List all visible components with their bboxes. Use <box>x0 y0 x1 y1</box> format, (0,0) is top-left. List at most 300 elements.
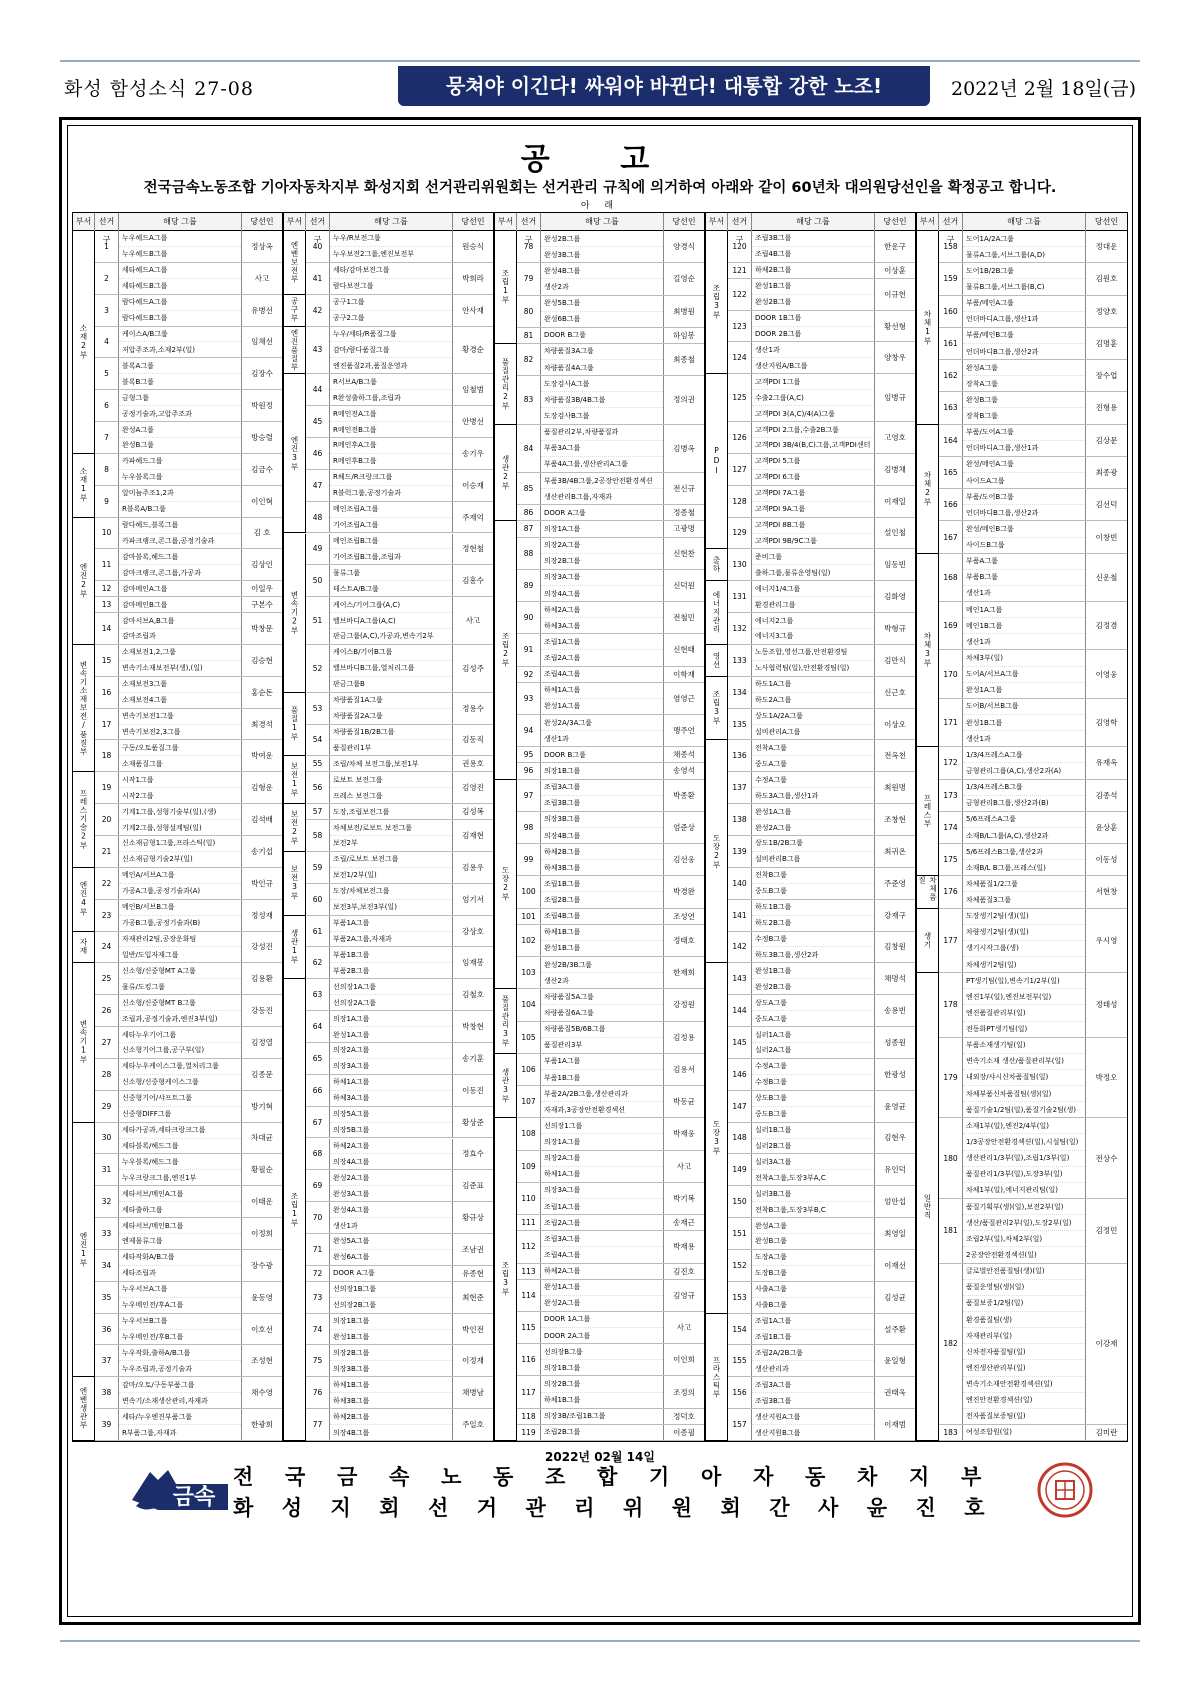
table-row <box>284 438 493 470</box>
table-row <box>495 683 704 715</box>
group-name: 람다보전그룹 <box>333 282 374 291</box>
winner-name: 채수영 <box>251 1388 273 1398</box>
group-list <box>752 1027 875 1058</box>
group-name: 조립1A그룹 <box>541 634 663 650</box>
group-name: 메인1A그룹 <box>963 602 1085 618</box>
winner-name: 김만식 <box>884 655 906 665</box>
group-list <box>330 327 453 374</box>
winner-name: 신근호 <box>884 687 906 697</box>
group-name: 소재보전1,2,그룹 <box>119 645 241 661</box>
group-name: DOOR 2A그룹 <box>544 1331 591 1340</box>
table-row <box>284 534 493 566</box>
notice-below-label: 아 래 <box>580 201 620 211</box>
group-list <box>330 1170 453 1201</box>
table-row <box>706 1059 915 1091</box>
group-name: 신소형/신중형MT B그룹 <box>119 995 241 1011</box>
group-list <box>752 518 875 549</box>
table-row <box>495 263 704 295</box>
winner-name: 사고 <box>676 1323 692 1333</box>
district-number: 132 <box>728 613 752 644</box>
group-list <box>963 1038 1086 1118</box>
group-name: 차량품질3A그룹 <box>541 344 663 360</box>
winner-name: 임병규 <box>884 393 906 403</box>
group-list <box>541 602 664 633</box>
group-name: 노사협력팀(일),안전환경팀(일) <box>755 664 850 673</box>
winner-name: 최경석 <box>251 719 273 729</box>
column-header: 해당 그룹 <box>752 213 875 231</box>
district-number: 64 <box>306 1011 330 1042</box>
group-name: 선의장2B그룹 <box>333 1301 377 1310</box>
district-number: 146 <box>728 1059 752 1090</box>
group-name: 고객PDI 1그룹 <box>752 374 874 390</box>
winner-name: 이정재 <box>462 1356 484 1366</box>
group-name: 1/3공장안전환경섹션(일),시설팀(일) <box>963 1134 1085 1150</box>
district-number: 115 <box>517 1312 541 1343</box>
table-row <box>495 989 704 1021</box>
district-number: 42 <box>306 295 330 326</box>
district-number: 155 <box>728 1345 752 1376</box>
district-number: 145 <box>728 1027 752 1058</box>
group-name: 부품/메인A그룹 <box>963 296 1085 312</box>
group-name: 세타누우기어그룹 <box>119 1027 241 1043</box>
group-name: 람다헤드B그룹 <box>122 314 168 323</box>
group-name: 고객PDI 6그룹 <box>755 473 801 482</box>
group-name: 차량품질5B/6B그룹 <box>541 1022 663 1038</box>
district-number: 110 <box>517 1183 541 1214</box>
group-name: 람다헤드,블록그룹 <box>119 518 241 534</box>
group-list <box>963 1118 1086 1198</box>
district-number: 116 <box>517 1344 541 1375</box>
group-list <box>119 486 242 517</box>
group-list <box>541 1264 664 1279</box>
group-name: 밸브바디B그룹,열처리그룹 <box>330 661 452 677</box>
group-list <box>752 1059 875 1090</box>
district-number: 180 <box>939 1118 963 1198</box>
notice-date: 2022년 02월 14일 <box>545 1450 655 1464</box>
winner-name: 김영학 <box>1095 718 1118 728</box>
column-header: 당선인 <box>461 217 485 226</box>
district-number: 158 <box>939 231 963 262</box>
district-number: 60 <box>306 884 330 915</box>
group-name: 하도2A그룹 <box>755 696 792 705</box>
district-number: 122 <box>728 279 752 310</box>
district-number: 130 <box>728 549 752 580</box>
group-name: 조립/로보트 보전그룹 <box>330 852 452 868</box>
signature-char: 부 <box>961 1464 982 1489</box>
group-name: 완성A그룹 <box>119 422 241 438</box>
district-number: 133 <box>728 645 752 676</box>
winner-name: 장수광 <box>251 1260 273 1270</box>
group-list <box>330 1282 453 1313</box>
winner-name: 주준영 <box>884 878 906 888</box>
district-number: 98 <box>517 812 541 843</box>
group-name: 완성2B/3B그룹 <box>541 957 663 973</box>
winner-name: 윤일형 <box>884 1356 906 1366</box>
group-list <box>541 1376 664 1407</box>
group-list <box>752 963 875 994</box>
group-name: 에너지3그룹 <box>755 632 794 641</box>
group-list <box>963 1199 1086 1263</box>
group-name: 완성/메인A그룹 <box>963 457 1085 473</box>
district-number: 19 <box>95 772 119 803</box>
group-name: 선의장1B그룹 <box>330 1282 452 1298</box>
winner-name: 박인전 <box>462 1324 484 1334</box>
group-list <box>330 804 453 819</box>
winner-name: 김정민 <box>1095 1226 1118 1236</box>
group-list <box>541 1086 664 1117</box>
district-number: 177 <box>939 909 963 973</box>
column-header: 해당 그룹 <box>330 213 453 231</box>
group-name: 완성B그룹 <box>963 392 1085 408</box>
group-name: 사출A그룹 <box>752 1282 874 1298</box>
department-cell: 변속기소재보전/품질부 <box>73 645 95 772</box>
group-list <box>541 1054 664 1085</box>
winner-name: 이일우 <box>251 584 273 594</box>
group-name: 감마/람다품질그룹 <box>330 342 452 358</box>
column-header: 당선인 <box>672 217 696 226</box>
group-name: 차량품질2A그룹 <box>333 712 383 721</box>
group-name: 변속기소재안전환경섹션(일) <box>963 1377 1085 1393</box>
table-row <box>706 486 915 518</box>
group-name: 환경관리그룹 <box>755 600 796 609</box>
winner-name: 임재봉 <box>462 958 484 968</box>
group-name: 언더바디B그룹,생산2과 <box>966 347 1039 356</box>
winner-name: 김선덕 <box>1095 500 1118 510</box>
winner-name: 김상인 <box>251 560 273 570</box>
district-number: 83 <box>517 376 541 423</box>
issue-date: 2022년 2월 18일(금) <box>951 78 1136 100</box>
signature-char: 관 <box>525 1495 546 1520</box>
table-row <box>284 916 493 948</box>
group-list <box>119 581 242 596</box>
group-list <box>752 486 875 517</box>
winner-name: 김성주 <box>462 663 484 673</box>
column-header: 부서 <box>495 213 517 231</box>
department-cell: 소재1부 <box>73 454 95 518</box>
winner-name: 채명석 <box>884 974 906 984</box>
group-list <box>330 1202 453 1233</box>
table-row <box>495 747 704 763</box>
group-list <box>752 995 875 1026</box>
district-number: 135 <box>728 709 752 740</box>
district-number: 128 <box>728 486 752 517</box>
district-number: 182 <box>939 1264 963 1424</box>
table-row <box>706 374 915 422</box>
winner-name: 강동진 <box>251 1006 273 1016</box>
group-name: 엔진안전환경섹션(일) <box>963 1393 1085 1409</box>
group-name: 설비관리B그룹 <box>755 855 801 864</box>
table-row <box>73 1218 282 1250</box>
group-name: 생산2과 <box>544 976 569 985</box>
winner-name: 최원명 <box>884 783 906 793</box>
group-list <box>541 1231 664 1262</box>
group-name: 부품/메인B그룹 <box>963 328 1085 344</box>
signature-char: 속 <box>389 1464 410 1489</box>
group-name: 감마서브A,B그룹 <box>119 613 241 629</box>
group-name: 도장,조립보전그룹 <box>333 807 390 816</box>
district-number: 95 <box>517 747 541 762</box>
department-cell: 프레스부 <box>917 747 939 876</box>
table-row <box>706 1091 915 1123</box>
district-number: 125 <box>728 374 752 421</box>
table-row <box>495 425 704 473</box>
group-name: 엔진생산관리부(일) <box>963 1360 1085 1376</box>
district-number: 47 <box>306 470 330 501</box>
group-name: 설비관리A그룹 <box>755 728 801 736</box>
group-name: 누우블록/헤드그룹 <box>119 1154 241 1170</box>
group-name: 의장1A그룹 <box>544 1138 581 1147</box>
group-list <box>119 1409 242 1440</box>
group-name: 완성3A그룹 <box>333 1189 370 1198</box>
group-name: 완성1B그룹 <box>963 715 1085 731</box>
table-row <box>284 1282 493 1314</box>
group-name: DOOR 2B그룹 <box>755 329 802 338</box>
group-name: 품질관리1부 <box>333 743 372 752</box>
group-name: 소재보전3그룹 <box>119 677 241 693</box>
group-list <box>752 740 875 771</box>
group-list <box>541 473 664 504</box>
district-number: 152 <box>728 1250 752 1281</box>
district-number: 171 <box>939 699 963 746</box>
signature-char: 동 <box>805 1464 826 1489</box>
table-row <box>495 715 704 747</box>
table-row <box>73 1123 282 1155</box>
district-number: 26 <box>95 995 119 1026</box>
winner-name: 우시영 <box>1095 935 1118 945</box>
table-row <box>284 327 493 375</box>
district-number: 75 <box>306 1345 330 1376</box>
winner-name: 김종문 <box>251 1069 273 1079</box>
table-row <box>706 868 915 900</box>
signature-char: 전 <box>233 1464 254 1489</box>
district-number: 52 <box>306 645 330 692</box>
group-list <box>119 1282 242 1313</box>
district-number: 111 <box>517 1215 541 1230</box>
table-row <box>284 263 493 295</box>
group-name: 사이드A그룹 <box>966 476 1005 485</box>
winner-name: 김병옥 <box>673 443 695 453</box>
winner-name: 정양호 <box>1095 306 1118 316</box>
group-list <box>541 844 664 875</box>
winner-name: 신운철 <box>1095 572 1118 582</box>
group-name: 차량생기2팀(생)(일) <box>963 925 1085 941</box>
group-name: 하체1B그룹 <box>544 1396 581 1405</box>
group-name: 완성5B그룹 <box>541 296 663 312</box>
group-list <box>752 932 875 963</box>
district-number: 50 <box>306 565 330 596</box>
district-number: 39 <box>95 1409 119 1440</box>
winner-name: 유재옥 <box>1095 758 1118 768</box>
district-number: 34 <box>95 1250 119 1281</box>
district-number: 100 <box>517 876 541 907</box>
group-name: 하도1B그룹 <box>752 900 874 916</box>
winner-name: 김재현 <box>462 830 484 840</box>
district-number: 54 <box>306 725 330 756</box>
group-list <box>752 1218 875 1249</box>
district-number: 41 <box>306 263 330 294</box>
table-row <box>706 645 915 677</box>
group-name: 1/3/4프레스B그룹 <box>963 780 1085 796</box>
winner-name: 정용수 <box>462 703 484 713</box>
group-name: 실러1A그룹 <box>752 1027 874 1043</box>
group-list <box>330 884 453 915</box>
group-name: 전자품질보증팀(일) <box>966 1412 1026 1421</box>
table-row <box>73 390 282 422</box>
group-list <box>119 1027 242 1058</box>
group-name: 부품1B그룹 <box>544 1073 581 1082</box>
group-list <box>330 725 453 756</box>
group-name: 완성2A그룹 <box>330 1170 452 1186</box>
group-name: 조립3A그룹 <box>752 1377 874 1393</box>
group-list <box>541 1409 664 1424</box>
district-number: 23 <box>95 900 119 931</box>
official-seal <box>1036 1461 1094 1519</box>
winner-name: 전옥천 <box>884 751 906 761</box>
district-number: 126 <box>728 422 752 453</box>
winner-name: 이상오 <box>884 719 906 729</box>
group-name: 도장A그룹 <box>752 1250 874 1266</box>
group-name: 도어1B/2B그룹 <box>963 263 1085 279</box>
winner-name: 박정오 <box>1095 1072 1118 1082</box>
signature-char: 사 <box>818 1495 839 1520</box>
winner-name: 한광성 <box>884 1069 906 1079</box>
group-name: 의장1B그룹 <box>544 1363 581 1372</box>
group-name: 생산1과 <box>966 734 991 743</box>
table-row <box>495 812 704 844</box>
district-number: 156 <box>728 1377 752 1408</box>
district-number: 81 <box>517 328 541 343</box>
department-cell: 조립1부 <box>495 231 517 344</box>
winner-name: 이재일 <box>884 496 906 506</box>
group-name: 차체품질1/2그룹 <box>963 876 1085 892</box>
district-number: 31 <box>95 1154 119 1185</box>
district-number: 77 <box>306 1409 330 1440</box>
winner-name: 김현우 <box>884 1133 906 1143</box>
group-list <box>330 502 453 533</box>
table-row <box>73 1154 282 1186</box>
winner-name: 정성재 <box>251 910 273 920</box>
table-row <box>706 1409 915 1441</box>
group-name: 가공A그룹,공정기술과(A) <box>122 887 201 896</box>
winner-name: 김원호 <box>1095 274 1118 284</box>
department-cell: 변속기1부 <box>73 963 95 1122</box>
group-list <box>330 534 453 565</box>
group-name: 5/6프레스A그룹 <box>963 812 1085 828</box>
table-row <box>495 505 704 521</box>
winner-name: 정효수 <box>462 1149 484 1159</box>
group-list <box>752 1250 875 1281</box>
winner-name: 양경식 <box>673 242 695 252</box>
group-name: 시작1그룹 <box>119 772 241 788</box>
winner-name: 최현준 <box>462 1292 484 1302</box>
winner-name: 이재범 <box>884 1420 906 1430</box>
winner-name: 윤영균 <box>884 1101 906 1111</box>
group-name: 부품4A그룹,생산관리A그룹 <box>544 460 628 469</box>
department-cell: 차체2부 <box>917 425 939 554</box>
table-row <box>706 1282 915 1314</box>
district-number: 149 <box>728 1154 752 1185</box>
winner-name: 장수업 <box>1095 371 1118 381</box>
group-name: 보전3부,보전3부(일) <box>333 903 397 912</box>
winner-name: 최종광 <box>1095 467 1118 477</box>
group-name: 하체2A그룹 <box>544 1267 581 1276</box>
table-row <box>73 995 282 1027</box>
group-name: 도장검사B그룹 <box>544 412 590 420</box>
group-list <box>963 909 1086 973</box>
group-list <box>541 989 664 1020</box>
group-name: 카파크랭크,콘그룹,공정기술과 <box>122 536 215 545</box>
group-name: 의장3A그룹 <box>333 1062 370 1071</box>
group-name: 조립2A그룹 <box>544 654 581 663</box>
group-name: 세타가공과,세타크랑크그룹 <box>119 1123 241 1139</box>
table-row <box>495 1151 704 1183</box>
group-name: 생산지원B그룹 <box>755 1428 801 1437</box>
group-list <box>963 780 1086 811</box>
winner-name: 김준표 <box>462 1181 484 1191</box>
table-row <box>284 804 493 820</box>
table-row <box>706 1250 915 1282</box>
winner-name: 김형운 <box>251 783 273 793</box>
group-name: 신소형/신중형MT A그룹 <box>119 963 241 979</box>
group-list <box>330 756 453 771</box>
district-number: 16 <box>95 677 119 708</box>
group-name: 신소재금형1그룹,프라스틱(일) <box>119 836 241 852</box>
group-name: 금형관리그룹(A,C),생산2과(A) <box>966 766 1062 775</box>
district-number: 27 <box>95 1027 119 1058</box>
table-row <box>706 677 915 709</box>
table-row <box>495 1409 704 1425</box>
group-name: 차량품질6A그룹 <box>544 1008 594 1017</box>
district-number: 160 <box>939 296 963 327</box>
department-cell: 출하 <box>706 549 728 581</box>
group-name: 선의장1A그룹 <box>330 979 452 995</box>
group-name: 세타서브/메인B그룹 <box>119 1218 241 1234</box>
table-row <box>73 677 282 709</box>
group-name: 물류그룹 <box>330 565 452 581</box>
winner-name: 신현찬 <box>673 548 695 558</box>
group-list <box>963 296 1086 327</box>
group-list <box>541 763 664 778</box>
issue-label: 화성 함성소식 27-08 <box>64 78 254 100</box>
winner-name: 채병남 <box>462 1388 484 1398</box>
group-list <box>119 1218 242 1249</box>
group-list <box>119 231 242 262</box>
district-number: 78 <box>517 231 541 262</box>
district-number: 179 <box>939 1038 963 1118</box>
group-name: 감마크랭크,콘그룹,가공과 <box>122 568 201 577</box>
table-row <box>706 963 915 995</box>
winner-name: 엄안섭 <box>884 1197 906 1207</box>
district-number: 13 <box>95 597 119 612</box>
group-name: 부품소재생기팀(일) <box>963 1038 1085 1054</box>
winner-name: 김금수 <box>251 464 273 474</box>
signature-char: 자 <box>753 1464 774 1489</box>
table-row <box>284 1011 493 1043</box>
department-cell: 엔벤생관부 <box>73 1377 95 1441</box>
group-name: 차체품질3그룹 <box>966 896 1012 905</box>
department-cell: 보전3부 <box>284 852 306 916</box>
winner-name: 정현철 <box>462 544 484 554</box>
winner-name: 안병선 <box>462 417 484 427</box>
department-cell: 프라스틱부 <box>706 1314 728 1441</box>
winner-name: 안사재 <box>462 305 484 315</box>
group-name: 신중형기어/샤프트그룹 <box>119 1091 241 1107</box>
group-list <box>330 852 453 883</box>
group-name: 전동화PT생기팀(일) <box>966 1025 1028 1034</box>
group-name: 보전2부 <box>333 839 358 848</box>
notice-text: 전국금속노동조합 기아자동차지부 화성지회 선거관리위원회는 선거관리 규칙에 의거하여 아래와 같이 60년차 대의원당선인을 확정공고 합니다. <box>143 180 1057 196</box>
district-number: 175 <box>939 844 963 875</box>
